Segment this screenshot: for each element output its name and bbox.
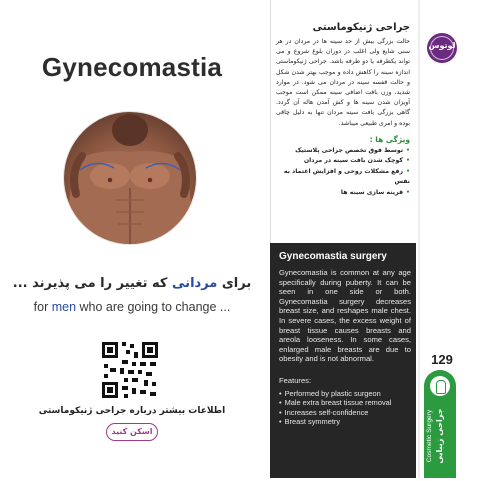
english-feature-item: • Performed by plastic surgeon (279, 389, 411, 398)
english-features-title: Features: (279, 375, 312, 385)
tagline-fa-highlight: مردانی (172, 276, 218, 291)
qr-code[interactable] (100, 340, 160, 400)
persian-feature-item: • رفع مشکلات روحی و افزایش اعتماد به نفس (276, 167, 410, 188)
male-torso-illustration (64, 112, 196, 244)
section-label-en: Cosmetic Surgery (426, 409, 433, 463)
logo-mark: لوتوس (428, 41, 456, 50)
qr-caption: اطلاعات بیشتر درباره جراحی ژنیکوماستی (38, 406, 226, 416)
section-label-fa: جراحی زیبایی (435, 408, 444, 464)
persian-feature-item: • توسط فوق تخصص جراحی پلاستیک (276, 146, 410, 157)
english-title: Gynecomastia surgery (279, 251, 387, 262)
tagline-en-highlight: men (51, 300, 77, 314)
side-divider (418, 0, 420, 478)
english-body: Gynecomastia is common at any age specifically during puberty. It can be seen in one side or both. Gynecomastia surgery decreases breast size, and reshapes male chest. In severe cases, the excess weight of breast tissue causes breasts and areola looseness. In some cases, enlarged male breasts are due to obesity and is not abnormal. (279, 268, 411, 364)
persian-features-list (276, 146, 410, 199)
page-number: 129 (431, 352, 453, 367)
persian-feature-item: • قرینه سازی سینه ها (276, 188, 410, 199)
persian-title: جراحی ژنیکوماستی (312, 22, 410, 33)
scan-button[interactable]: اسکن کنید (106, 423, 158, 441)
section-tab-label (425, 391, 455, 481)
tagline-fa-pre: برای (221, 276, 252, 291)
clinic-logo (427, 33, 457, 63)
tagline-persian (0, 276, 264, 291)
persian-section (276, 22, 410, 198)
persian-features-title: ویژگی ها : (369, 134, 410, 144)
english-feature-item: • Breast symmetry (279, 417, 411, 426)
english-features-list (279, 389, 411, 427)
english-feature-item: • Male extra breast tissue removal (279, 398, 411, 407)
persian-body: حالت بزرگی بیش از حد سینه ها در مردان در هر سنی شایع ولی اغلب در دوران بلوغ شروع و می تواند یکطرفه یا دو طرفه باشد. جراحی ژنیکوماستی اندازه سینه را کاهش داده و موجب بهتر شدن شکل و حالت قفسه سینه در مردان می شود. در موارد شدید، وزن بافت اضافی سینه ممکن است موجب آویزان شدن سینه ها و کش آمدن هاله آن گردد. گاهی بزرگی بافت سینه مردان تنها به دلیل چاقی بوده و امری طبیعی میباشد. (276, 38, 410, 127)
english-section (279, 251, 411, 427)
persian-feature-item: • کوچک شدن بافت سینه در مردان (276, 156, 410, 167)
tagline-fa-post: که تغییر را می پذیرند ... (12, 276, 168, 291)
english-feature-item: • Increases self-confidence (279, 408, 411, 417)
tagline-en-post: who are going to change ... (79, 300, 231, 314)
tagline-en-pre: for (33, 300, 49, 314)
page-title: Gynecomastia (41, 52, 223, 82)
tagline-english (0, 300, 264, 314)
chest-photo (64, 112, 196, 244)
